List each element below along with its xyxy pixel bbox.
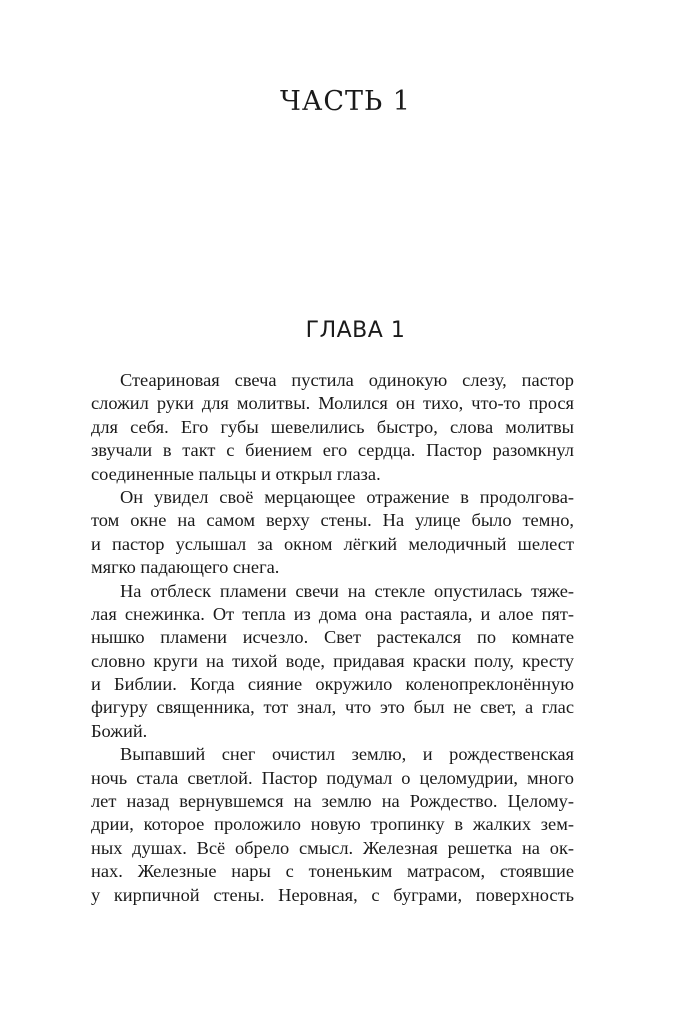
text-line: Выпавший снег очистил землю, и рождественская: [120, 744, 574, 765]
text-line: дрии, которое проложило новую тропинку в жалких зем-: [91, 814, 574, 835]
text-line: нах. Железные нары с тоненьким матрасом, стоявшие: [91, 861, 574, 882]
text-line: словно круги на тихой воде, придавая краски полу, кресту: [91, 650, 574, 671]
text-line: лет назад вернувшемся на землю на Рождество. Целому-: [91, 791, 574, 812]
text-line: у кирпичной стены. Неровная, с буграми, поверхность: [91, 884, 574, 905]
text-line: и пастор услышал за окном лёгкий мелодичный шелест: [91, 533, 574, 554]
chapter-body: [91, 369, 574, 907]
text-line: для себя. Его губы шевелились быстро, слова молитвы: [91, 416, 574, 437]
paragraph: [91, 580, 574, 744]
text-line: фигуру священника, тот знал, что это был не свет, а глас: [91, 697, 574, 718]
text-line: соединенные пальцы и открыл глаза.: [91, 463, 381, 484]
text-line: Он увидел своё мерцающее отражение в продолгова-: [120, 486, 574, 507]
text-line: лая снежинка. От тепла из дома она растаяла, и алое пят-: [91, 603, 574, 624]
paragraph: [91, 486, 574, 580]
chapter-title: ГЛАВА 1: [305, 318, 406, 343]
text-line: звучали в такт с биением его сердца. Пастор разомкнул: [91, 440, 574, 461]
text-line: Стеариновая свеча пустила одинокую слезу, пастор: [120, 370, 574, 390]
text-line: и Библии. Когда сияние окружило коленопреклонённую: [91, 674, 574, 695]
text-line: сложил руки для молитвы. Молился он тихо, что-то прося: [91, 393, 574, 414]
text-line: том окне на самом верху стены. На улице было темно,: [91, 510, 574, 531]
text-line: ночь стала светлой. Пастор подумал о целомудрии, много: [91, 767, 574, 788]
text-line: нышко пламени исчезло. Свет растекался по комнате: [91, 627, 574, 648]
text-line: Божий.: [91, 720, 148, 741]
part-title: ЧАСТЬ 1: [280, 86, 411, 117]
paragraph: [91, 743, 574, 907]
text-line: На отблеск пламени свечи на стекле опустилась тяже-: [120, 580, 574, 601]
text-line: мягко падающего снега.: [91, 557, 280, 578]
text-line: ных душах. Всё обрело смысл. Железная решетка на ок-: [91, 837, 574, 858]
paragraph: [91, 369, 574, 486]
